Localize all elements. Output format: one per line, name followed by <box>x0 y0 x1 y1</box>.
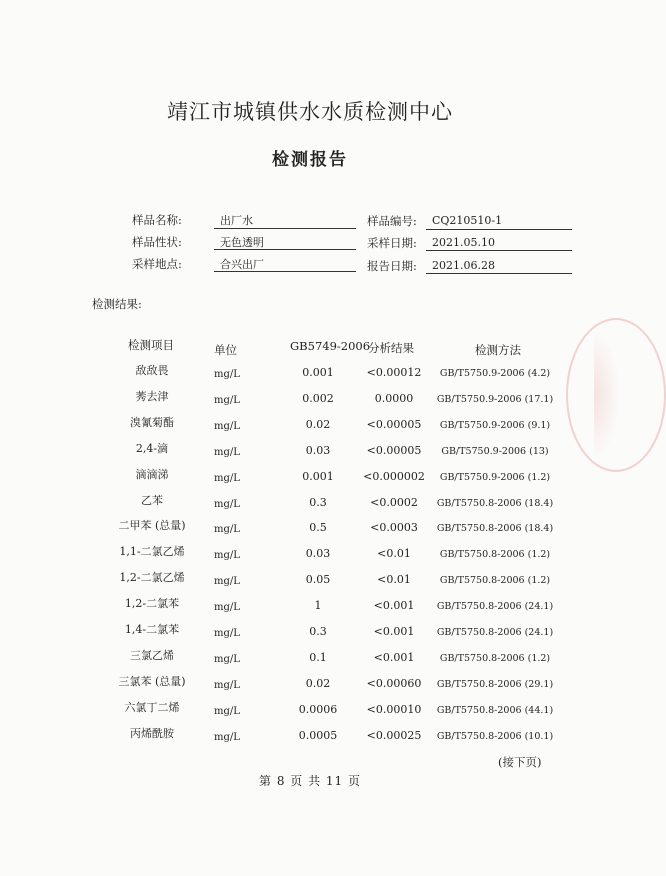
cell-result: <0.0003 <box>370 521 418 534</box>
cell-result: <0.000002 <box>363 470 425 483</box>
cell-standard: 0.02 <box>305 418 331 431</box>
cell-unit: mg/L <box>214 395 240 406</box>
cell-method: GB/T5750.9-2006 (17.1) <box>436 394 554 405</box>
sample-no-underline <box>426 229 572 230</box>
cell-standard: 0.02 <box>305 677 331 690</box>
cell-item: 2,4-滴 <box>135 442 169 455</box>
cell-method: GB/T5750.8-2006 (24.1) <box>436 601 554 612</box>
cell-result: <0.00005 <box>366 444 422 457</box>
report-date-label: 报告日期: <box>367 259 417 273</box>
cell-standard: 0.03 <box>305 547 331 560</box>
cell-method: GB/T5750.9-2006 (9.1) <box>439 420 551 431</box>
cell-standard: 0.5 <box>309 521 327 534</box>
cell-unit: mg/L <box>214 473 240 484</box>
cell-method: GB/T5750.9-2006 (1.2) <box>439 472 551 483</box>
seal-stamp-shadow <box>594 330 620 460</box>
cell-standard: 0.1 <box>309 651 327 664</box>
cell-method: GB/T5750.8-2006 (18.4) <box>436 523 554 534</box>
cell-result: <0.001 <box>373 651 415 664</box>
header-standard: GB5749-2006 <box>290 339 371 353</box>
cell-item: 二甲苯 (总量) <box>118 519 186 532</box>
cell-unit: mg/L <box>214 706 240 717</box>
cell-standard: 0.3 <box>309 496 327 509</box>
sampling-site-label: 采样地点: <box>132 257 182 271</box>
cell-item: 1,2-二氯苯 <box>124 597 180 610</box>
cell-item: 溴氰菊酯 <box>130 416 174 429</box>
cell-method: GB/T5750.8-2006 (1.2) <box>439 575 551 586</box>
cell-standard: 1 <box>314 599 322 612</box>
sample-name-label: 样品名称: <box>132 213 182 227</box>
cell-item: 乙苯 <box>141 494 163 507</box>
sampling-site-underline <box>214 271 356 272</box>
header-item: 检测项目 <box>128 338 174 352</box>
sample-no-value: CQ210510-1 <box>432 214 503 227</box>
sampling-date-label: 采样日期: <box>367 236 417 250</box>
cell-unit: mg/L <box>214 732 240 743</box>
cell-standard: 0.0006 <box>298 703 338 716</box>
sample-property-label: 样品性状: <box>132 235 182 249</box>
cell-item: 1,1-二氯乙烯 <box>119 545 185 558</box>
cell-item: 1,2-二氯乙烯 <box>119 571 185 584</box>
sample-no-label: 样品编号: <box>367 214 417 228</box>
cell-result: <0.00005 <box>366 418 422 431</box>
cell-method: GB/T5750.8-2006 (24.1) <box>436 627 554 638</box>
cell-unit: mg/L <box>214 654 240 665</box>
cell-result: <0.001 <box>373 625 415 638</box>
cell-item: 敌敌畏 <box>135 364 169 377</box>
sample-property-value: 无色透明 <box>220 236 264 249</box>
cell-method: GB/T5750.8-2006 (10.1) <box>436 731 554 742</box>
cell-item: 1,4-二氯苯 <box>124 623 180 636</box>
cell-method: GB/T5750.8-2006 (18.4) <box>436 498 554 509</box>
report-title: 检测报告 <box>272 150 348 170</box>
cell-unit: mg/L <box>214 628 240 639</box>
cell-standard: 0.03 <box>305 444 331 457</box>
cell-method: GB/T5750.8-2006 (44.1) <box>436 705 554 716</box>
cell-unit: mg/L <box>214 499 240 510</box>
cell-result: <0.01 <box>377 547 411 560</box>
cell-unit: mg/L <box>214 576 240 587</box>
cell-unit: mg/L <box>214 602 240 613</box>
cell-result: <0.00060 <box>366 677 422 690</box>
continued-note: (接下页) <box>498 755 542 769</box>
cell-unit: mg/L <box>214 524 240 535</box>
header-unit: 单位 <box>214 343 237 357</box>
cell-result: <0.001 <box>373 599 415 612</box>
sampling-date-value: 2021.05.10 <box>432 236 495 249</box>
cell-result: <0.0002 <box>370 496 418 509</box>
cell-standard: 0.05 <box>305 573 331 586</box>
cell-unit: mg/L <box>214 550 240 561</box>
sampling-date-underline <box>426 250 572 251</box>
cell-standard: 0.0005 <box>298 729 338 742</box>
sample-property-underline <box>214 249 356 250</box>
cell-result: <0.01 <box>377 573 411 586</box>
page-footer: 第 8 页 共 11 页 <box>259 774 361 788</box>
cell-standard: 0.001 <box>302 470 334 483</box>
report-date-underline <box>426 273 572 274</box>
sampling-site-value: 合兴出厂 <box>220 258 264 271</box>
cell-unit: mg/L <box>214 680 240 691</box>
cell-method: GB/T5750.8-2006 (1.2) <box>439 653 551 664</box>
header-result: 分析结果 <box>368 341 414 355</box>
cell-unit: mg/L <box>214 447 240 458</box>
cell-unit: mg/L <box>214 421 240 432</box>
cell-method: GB/T5750.8-2006 (1.2) <box>439 549 551 560</box>
cell-item: 六氯丁二烯 <box>124 701 180 714</box>
sample-name-value: 出厂水 <box>220 214 253 227</box>
cell-unit: mg/L <box>214 369 240 380</box>
cell-method: GB/T5750.8-2006 (29.1) <box>436 679 554 690</box>
cell-standard: 0.001 <box>302 366 334 379</box>
cell-item: 三氯苯 (总量) <box>118 675 186 688</box>
cell-result: <0.00025 <box>366 729 422 742</box>
cell-item: 莠去津 <box>135 390 169 403</box>
cell-item: 丙烯酰胺 <box>130 727 174 740</box>
header-method: 检测方法 <box>475 343 521 357</box>
cell-method: GB/T5750.9-2006 (4.2) <box>439 368 551 379</box>
cell-standard: 0.3 <box>309 625 327 638</box>
sample-name-underline <box>214 228 356 229</box>
cell-item: 三氯乙烯 <box>130 649 174 662</box>
report-org-title: 靖江市城镇供水水质检测中心 <box>167 100 453 124</box>
cell-standard: 0.002 <box>302 392 334 405</box>
cell-result: 0.0000 <box>374 392 414 405</box>
report-date-value: 2021.06.28 <box>432 259 495 272</box>
cell-result: <0.00010 <box>366 703 422 716</box>
results-label: 检测结果: <box>92 297 142 311</box>
cell-item: 滴滴涕 <box>135 468 169 481</box>
cell-result: <0.00012 <box>366 366 422 379</box>
cell-method: GB/T5750.9-2006 (13) <box>441 446 549 457</box>
